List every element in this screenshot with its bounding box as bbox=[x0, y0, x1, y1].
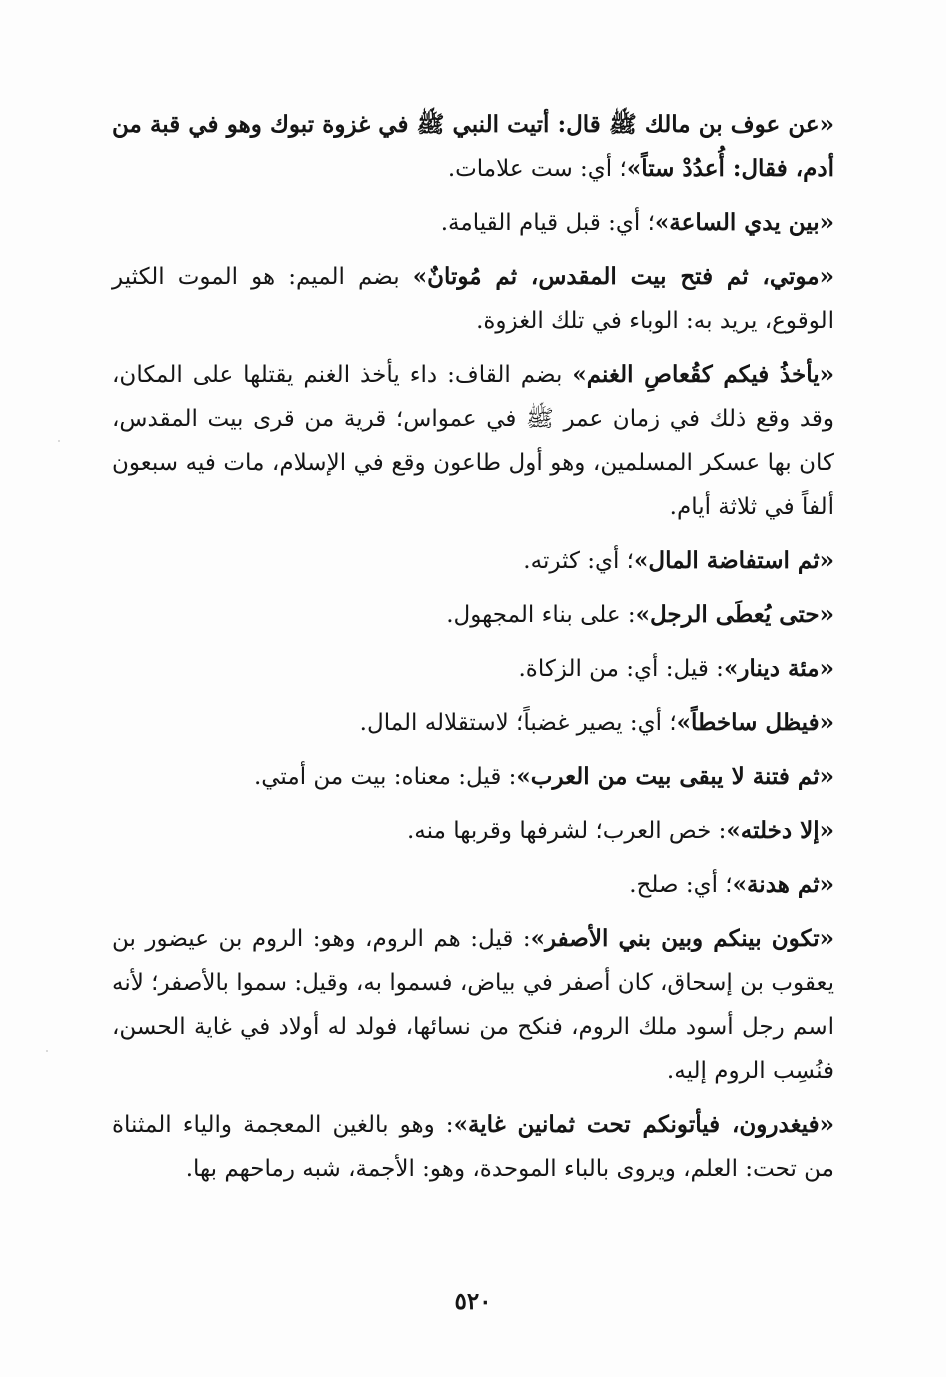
paragraph-5 bbox=[112, 539, 834, 583]
quoted-hadith-text: «مئة دينار» bbox=[723, 655, 834, 682]
quoted-hadith-text: «موتي، ثم فتح بيت المقدس، ثم مُوتانٌ» bbox=[412, 263, 834, 290]
quoted-hadith-text: «ثم استفاضة المال» bbox=[634, 547, 834, 574]
commentary-text-span: : قيل: معناه: بيت من أمتي. bbox=[253, 764, 517, 790]
commentary-text-span: ؛ أي: قبل قيام القيامة. bbox=[440, 210, 655, 236]
page-number: ٥٢٠ bbox=[454, 1288, 492, 1315]
scan-speck bbox=[46, 1050, 48, 1052]
commentary-text-span: ؛ أي: ست علامات. bbox=[447, 156, 627, 182]
paragraph-13 bbox=[112, 1103, 834, 1191]
paragraph-6 bbox=[112, 593, 834, 637]
quoted-hadith-text: «ثم فتنة لا يبقى بيت من العرب» bbox=[516, 763, 834, 790]
scan-speck bbox=[58, 440, 60, 442]
quoted-hadith-text: «حتى يُعطَى الرجل» bbox=[635, 601, 834, 628]
quoted-hadith-text: «بين يدي الساعة» bbox=[654, 209, 834, 236]
quoted-hadith-text: «يأخذُ فيكم كقُعاصِ الغنم» bbox=[572, 361, 835, 388]
commentary-text-span: بضم القاف: داء يأخذ الغنم يقتلها على المكان، وقد وقع ذلك في زمان عمر ﷺ في عمواس؛ قرية من قرى بيت المقدس، كان بها عسكر المسلمين، وهو أول طاعون وقع في الإسلام، مات فيه سبعون ألفاً في ثلاثة أيام. bbox=[112, 362, 834, 520]
commentary-text-span: : على بناء المجهول. bbox=[446, 602, 636, 628]
commentary-text-span: ؛ أي: كثرته. bbox=[523, 548, 634, 574]
paragraph-9 bbox=[112, 755, 834, 799]
commentary-text-span: : قيل: هم الروم، وهو: الروم بن عيضور بن يعقوب بن إسحاق، كان أصفر في بياض، فسموا به، وقيل: سموا بالأصفر؛ لأنه اسم رجل أسود ملك الروم، فنكح من نسائها، فولد له أولاد في غاية الحسن، فنُسِب الروم إليه. bbox=[112, 926, 834, 1084]
paragraph-11 bbox=[112, 863, 834, 907]
paragraph-8 bbox=[112, 701, 834, 745]
quoted-hadith-text: «ثم هدنة» bbox=[732, 871, 834, 898]
commentary-text-span: : خص العرب؛ لشرفها وقربها منه. bbox=[407, 818, 727, 844]
quoted-hadith-text: «تكون بينكم وبين بني الأصفر» bbox=[530, 925, 835, 952]
paragraph-3 bbox=[112, 255, 834, 343]
commentary-text-span: ؛ أي: يصير غضباً؛ لاستقلاله المال. bbox=[359, 710, 677, 736]
paragraph-1 bbox=[112, 103, 834, 191]
quoted-hadith-text: «إلا دخلته» bbox=[726, 817, 834, 844]
commentary-text-span: : وهو بالغين المعجمة والياء المثناة من تحت: العلم، ويروى بالباء الموحدة، وهو: الأجمة، شبه رماحهم بها. bbox=[112, 1112, 834, 1182]
commentary-text bbox=[112, 103, 834, 1201]
commentary-text-span: ؛ أي: صلح. bbox=[629, 872, 733, 898]
quoted-hadith-text: «عن عوف بن مالك ﷺ قال: أتيت النبي ﷺ في غزوة تبوك وهو في قبة من أدم، فقال: أُعدُدْ ستاً» bbox=[112, 111, 834, 182]
paragraph-4 bbox=[112, 353, 834, 529]
paragraph-12 bbox=[112, 917, 834, 1093]
paragraph-7 bbox=[112, 647, 834, 691]
commentary-text-span: : قيل: أي: من الزكاة. bbox=[518, 656, 724, 682]
commentary-text-span: بضم الميم: هو الموت الكثير الوقوع، يريد به: الوباء في تلك الغزوة. bbox=[112, 264, 834, 334]
paragraph-2 bbox=[112, 201, 834, 245]
quoted-hadith-text: «فيغدرون، فيأتونكم تحت ثمانين غاية» bbox=[453, 1111, 834, 1138]
paragraph-10 bbox=[112, 809, 834, 853]
quoted-hadith-text: «فيظل ساخطاً» bbox=[676, 709, 834, 736]
